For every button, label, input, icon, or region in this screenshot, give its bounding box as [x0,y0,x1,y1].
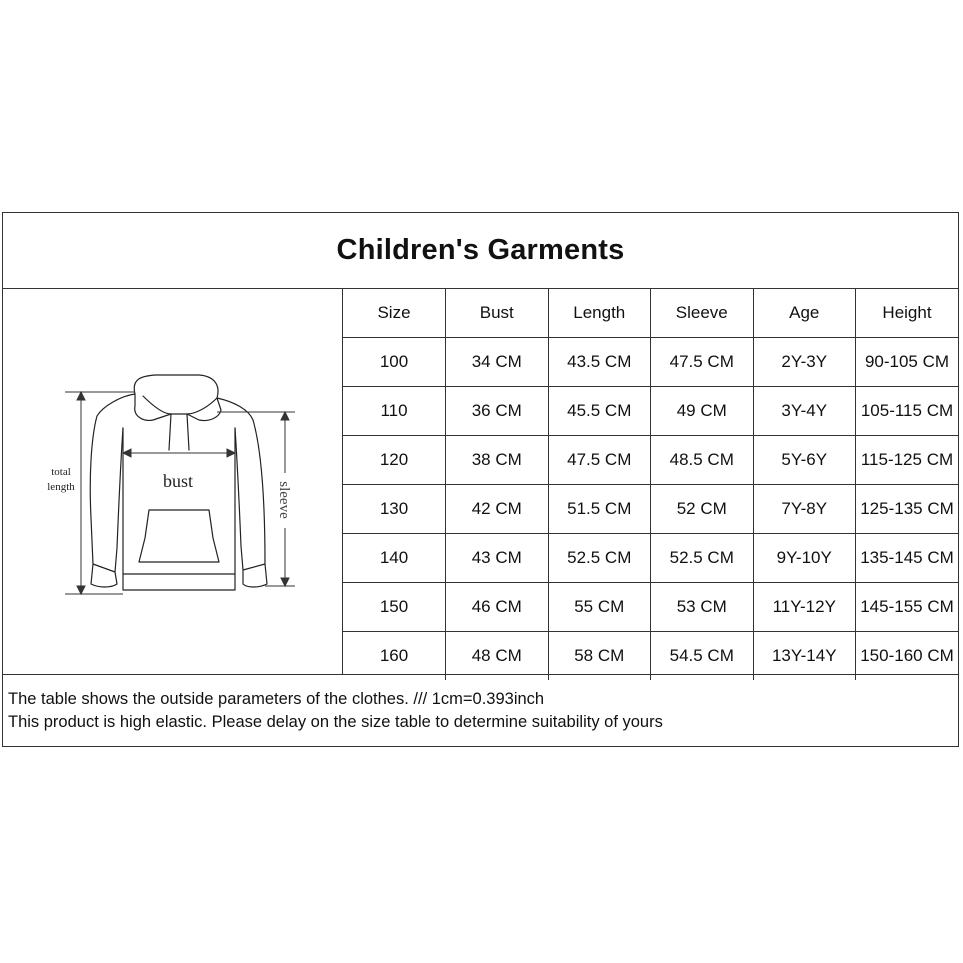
header-sleeve: Sleeve [651,288,754,338]
cell-age: 13Y-14Y [753,632,856,681]
cell-size: 140 [343,534,446,583]
cell-size: 120 [343,436,446,485]
cell-bust: 46 CM [446,583,549,632]
cell-length: 47.5 CM [548,436,651,485]
total-length-label-line2: length [47,481,75,493]
chart-title: Children's Garments [336,234,625,266]
header-bust: Bust [446,288,549,338]
cell-bust: 34 CM [446,338,549,387]
hoodie-illustration [3,288,343,674]
cell-bust: 43 CM [446,534,549,583]
cell-age: 2Y-3Y [753,338,856,387]
cell-height: 145-155 CM [856,583,959,632]
cell-age: 11Y-12Y [753,583,856,632]
cell-height: 115-125 CM [856,436,959,485]
hood-outline [134,375,221,421]
sleeve-label: sleeve [276,481,292,519]
cell-size: 130 [343,485,446,534]
cell-length: 51.5 CM [548,485,651,534]
cell-size: 100 [343,338,446,387]
waistband [123,574,235,590]
table-row [343,583,958,632]
table-row [343,436,958,485]
cell-sleeve: 52 CM [651,485,754,534]
cell-length: 55 CM [548,583,651,632]
cell-height: 150-160 CM [856,632,959,681]
cell-bust: 48 CM [446,632,549,681]
cell-sleeve: 48.5 CM [651,436,754,485]
title-row [3,213,958,289]
table-row [343,632,958,681]
cell-sleeve: 54.5 CM [651,632,754,681]
drawstrings [169,414,189,450]
cell-size: 150 [343,583,446,632]
cell-size: 160 [343,632,446,681]
cell-height: 90-105 CM [856,338,959,387]
header-height: Height [856,288,959,338]
header-size: Size [343,288,446,338]
cell-age: 9Y-10Y [753,534,856,583]
bust-label: bust [162,471,194,491]
right-cuff [243,564,267,587]
cell-sleeve: 52.5 CM [651,534,754,583]
footer-note-elastic: This product is high elastic. Please delay on the size table to determine suitability of yours [8,713,663,731]
cell-height: 135-145 CM [856,534,959,583]
cell-length: 58 CM [548,632,651,681]
cell-age: 7Y-8Y [753,485,856,534]
table-row [343,534,958,583]
footer-notes [3,674,958,746]
cell-length: 43.5 CM [548,338,651,387]
cell-length: 52.5 CM [548,534,651,583]
cell-bust: 42 CM [446,485,549,534]
cell-age: 5Y-6Y [753,436,856,485]
size-chart [2,212,959,747]
total-length-label-line1: total [51,466,71,478]
cell-height: 125-135 CM [856,485,959,534]
left-sleeve-inner [115,428,123,572]
table-header-row [343,288,958,338]
table-row [343,387,958,436]
cell-bust: 36 CM [446,387,549,436]
right-sleeve-inner [235,428,243,570]
cell-sleeve: 49 CM [651,387,754,436]
cell-age: 3Y-4Y [753,387,856,436]
left-sleeve-outer [90,394,135,564]
cell-length: 45.5 CM [548,387,651,436]
header-age: Age [753,288,856,338]
footer-note-measurement: The table shows the outside parameters of the clothes. /// 1cm=0.393inch [8,690,545,708]
left-cuff [91,564,117,587]
hoodie-drawing [3,288,343,674]
cell-sleeve: 53 CM [651,583,754,632]
table-row [343,485,958,534]
cell-height: 105-115 CM [856,387,959,436]
cell-bust: 38 CM [446,436,549,485]
cell-sleeve: 47.5 CM [651,338,754,387]
header-length: Length [548,288,651,338]
size-table [343,288,958,680]
table-row [343,338,958,387]
cell-size: 110 [343,387,446,436]
kangaroo-pocket [139,510,219,562]
hood-inner [143,396,217,414]
body-sides [123,428,235,574]
